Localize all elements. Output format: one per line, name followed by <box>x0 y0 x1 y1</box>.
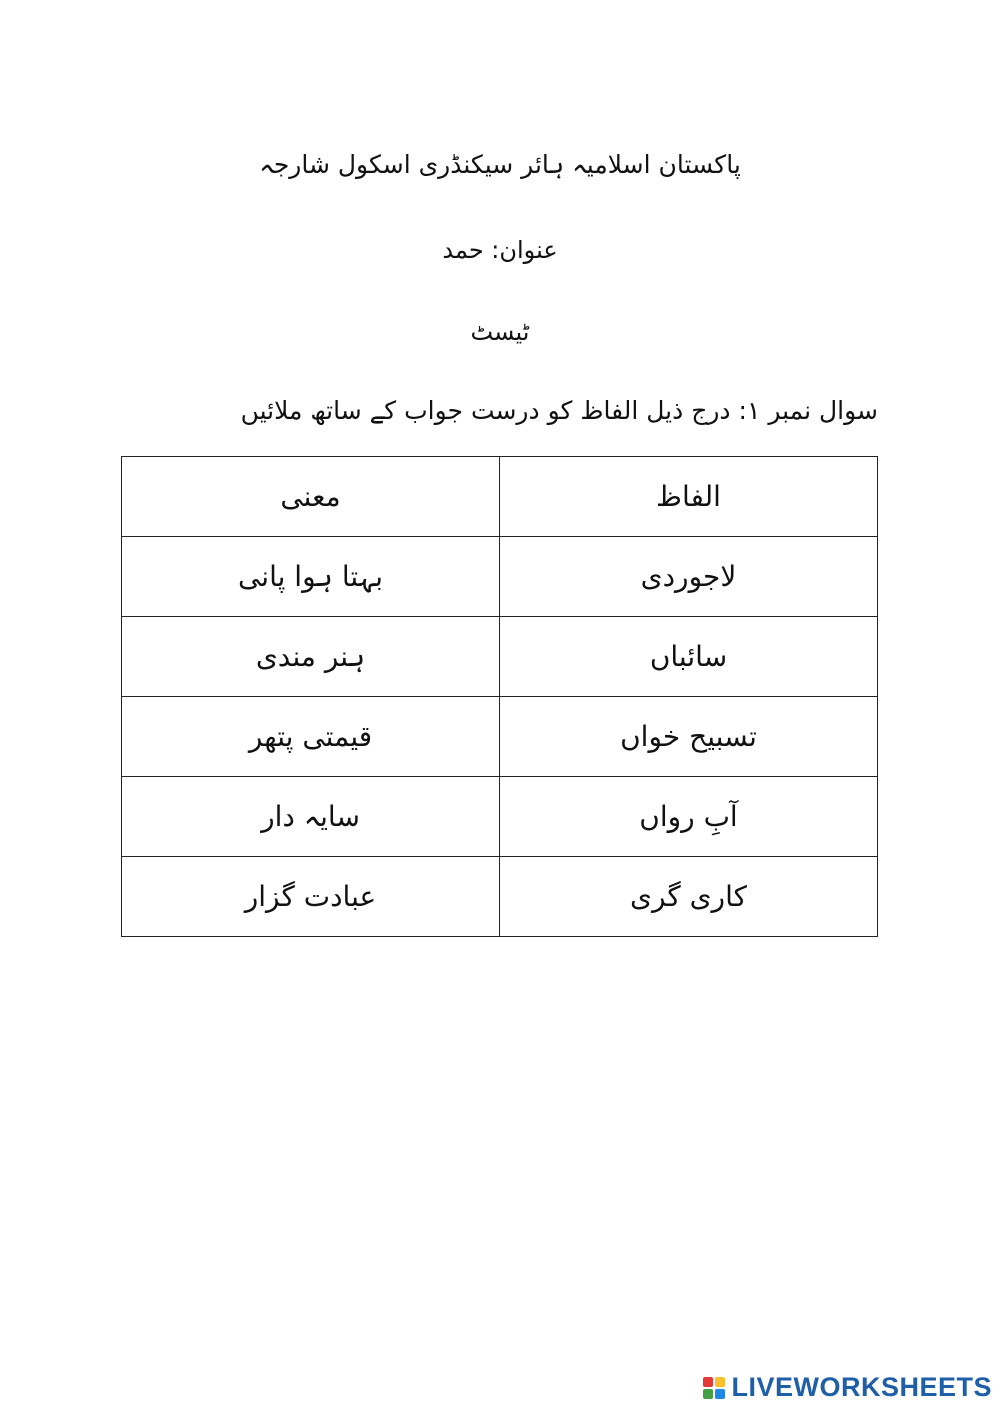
column-header-words: الفاظ <box>500 457 878 537</box>
table-row <box>122 777 878 857</box>
word-cell: کاری گری <box>500 857 878 937</box>
meaning-cell[interactable]: عبادت گزار <box>122 857 500 937</box>
meaning-cell[interactable]: بہتا ہوا پانی <box>122 537 500 617</box>
logo-square-yellow <box>715 1377 725 1387</box>
meaning-cell[interactable]: ہنر مندی <box>122 617 500 697</box>
logo-square-blue <box>715 1389 725 1399</box>
liveworksheets-logo-icon <box>703 1377 725 1399</box>
meaning-cell[interactable]: سایہ دار <box>122 777 500 857</box>
meaning-cell[interactable]: قیمتی پتھر <box>122 697 500 777</box>
table-header-row <box>122 457 878 537</box>
table-row <box>122 617 878 697</box>
word-cell: لاجوردی <box>500 537 878 617</box>
table-row <box>122 857 878 937</box>
liveworksheets-text: LIVEWORKSHEETS <box>731 1372 992 1402</box>
topic-heading: عنوان: حمد <box>442 236 558 264</box>
column-header-meanings: معنی <box>122 457 500 537</box>
word-cell: تسبیح خواں <box>500 697 878 777</box>
question-instruction: سوال نمبر ۱: درج ذیل الفاظ کو درست جواب کے ساتھ ملائیں <box>240 396 878 425</box>
school-title: پاکستان اسلامیہ ہائر سیکنڈری اسکول شارجہ <box>259 150 741 179</box>
matching-table <box>121 456 878 937</box>
liveworksheets-brand[interactable] <box>703 1372 992 1403</box>
table-row <box>122 697 878 777</box>
test-label: ٹیسٹ <box>470 318 530 346</box>
word-cell: آبِ رواں <box>500 777 878 857</box>
table-row <box>122 537 878 617</box>
logo-square-red <box>703 1377 713 1387</box>
logo-square-green <box>703 1389 713 1399</box>
word-cell: سائباں <box>500 617 878 697</box>
